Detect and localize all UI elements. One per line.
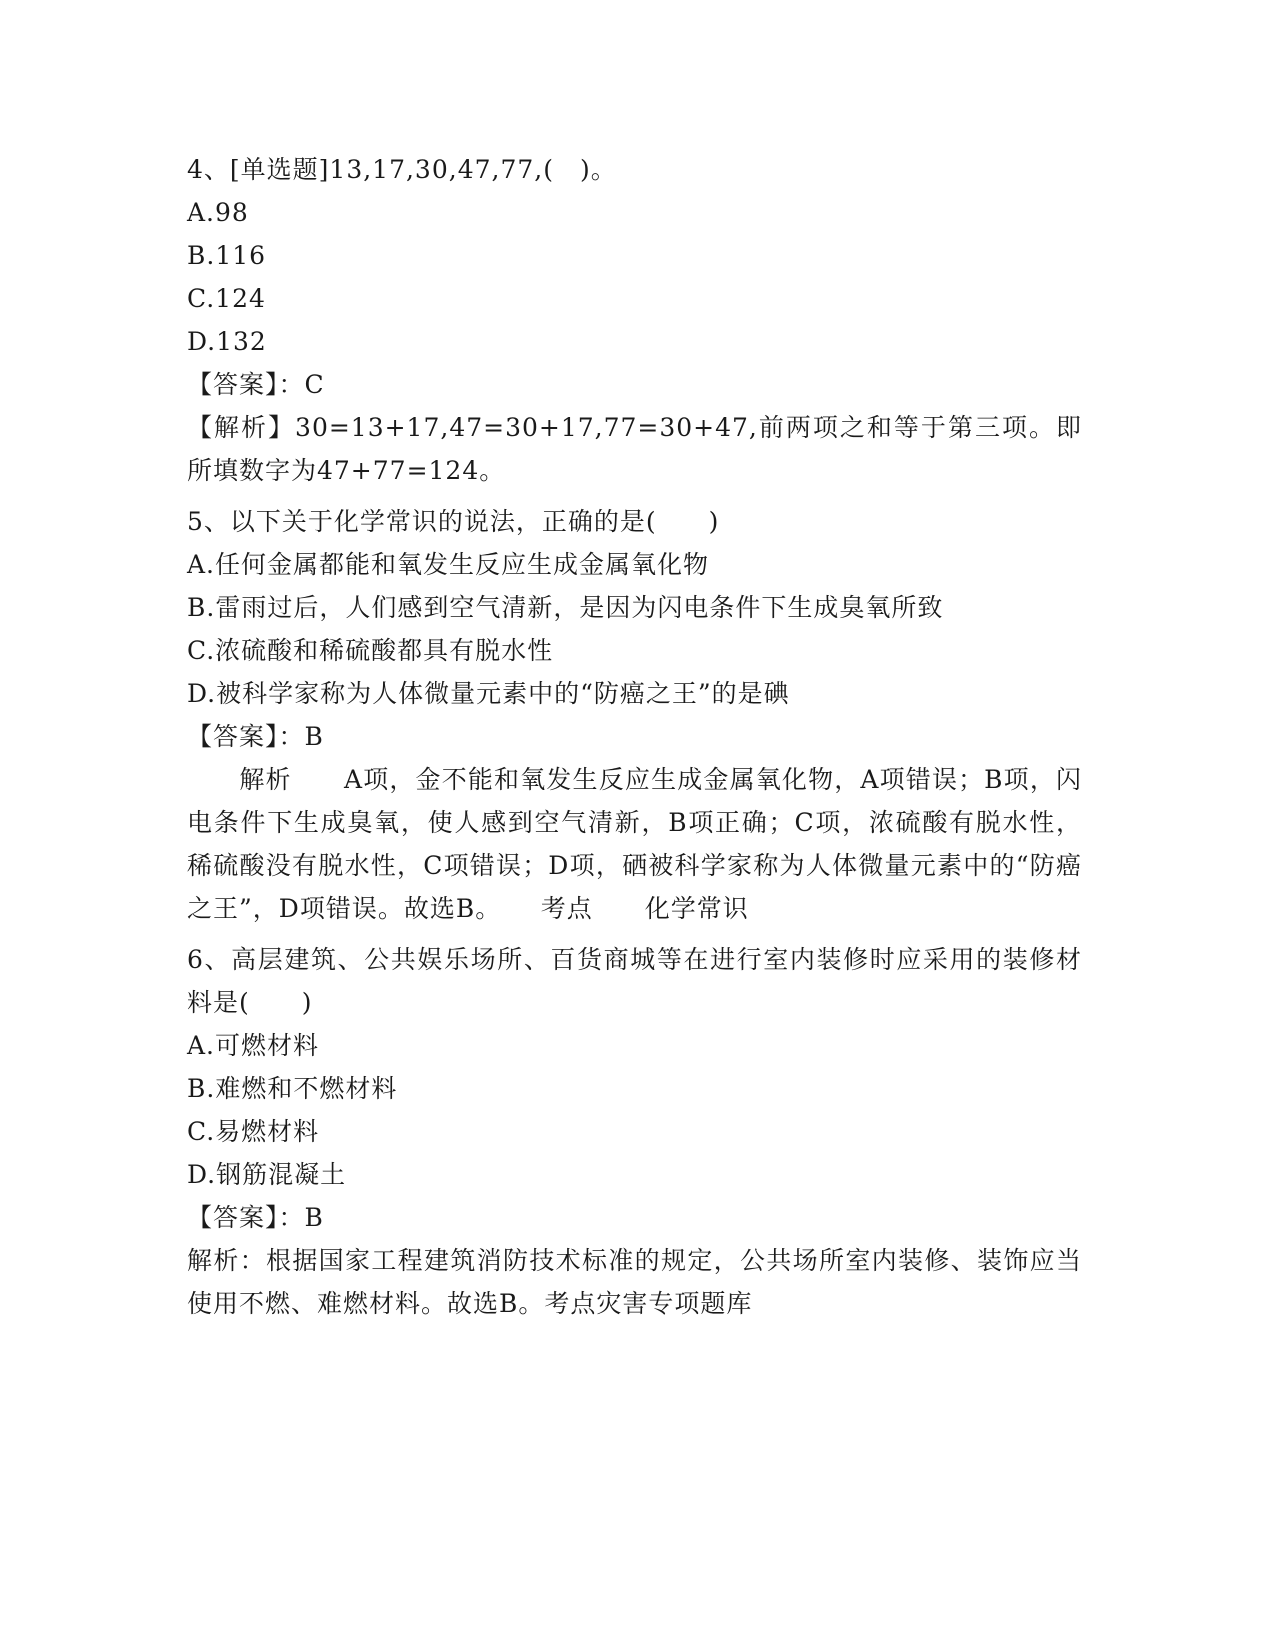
question-4 bbox=[187, 148, 1082, 492]
question-6 bbox=[187, 938, 1082, 1325]
document-page bbox=[187, 148, 1082, 1325]
question-stem: 6、高层建筑、公共娱乐场所、百货商城等在进行室内装修时应采用的装修材料是( ) bbox=[187, 945, 1082, 1017]
option-c: C.易燃材料 bbox=[187, 1117, 320, 1146]
option-b: B.116 bbox=[187, 241, 267, 270]
explanation: 解析：根据国家工程建筑消防技术标准的规定，公共场所室内装修、装饰应当使用不燃、难燃材料。故选B。考点灾害专项题库 bbox=[187, 1246, 1082, 1318]
option-a: A.98 bbox=[187, 198, 249, 227]
option-d: D.被科学家称为人体微量元素中的“防癌之王”的是碘 bbox=[187, 679, 790, 708]
option-a: A.任何金属都能和氧发生反应生成金属氧化物 bbox=[187, 550, 710, 579]
explanation: 解析 A项，金不能和氧发生反应生成金属氧化物，A项错误；B项，闪电条件下生成臭氧，使人感到空气清新，B项正确；C项，浓硫酸有脱水性，稀硫酸没有脱水性，C项错误；D项，硒被科学家称为人体微量元素中的“防癌之王”，D项错误。故选B。 考点 化学常识 bbox=[187, 765, 1082, 923]
option-a: A.可燃材料 bbox=[187, 1031, 320, 1060]
option-d: D.132 bbox=[187, 327, 267, 356]
question-5 bbox=[187, 500, 1082, 930]
answer: 【答案】：C bbox=[187, 370, 325, 399]
option-c: C.浓硫酸和稀硫酸都具有脱水性 bbox=[187, 636, 554, 665]
option-d: D.钢筋混凝土 bbox=[187, 1160, 347, 1189]
question-stem: 4、[单选题]13,17,30,47,77,( )。 bbox=[187, 155, 617, 184]
answer: 【答案】：B bbox=[187, 722, 324, 751]
answer: 【答案】：B bbox=[187, 1203, 324, 1232]
option-b: B.难燃和不燃材料 bbox=[187, 1074, 398, 1103]
option-b: B.雷雨过后，人们感到空气清新，是因为闪电条件下生成臭氧所致 bbox=[187, 593, 944, 622]
explanation: 【解析】30=13+17,47=30+17,77=30+47,前两项之和等于第三项。即所填数字为47+77=124。 bbox=[187, 413, 1082, 485]
question-stem: 5、以下关于化学常识的说法，正确的是( ) bbox=[187, 507, 720, 536]
option-c: C.124 bbox=[187, 284, 266, 313]
